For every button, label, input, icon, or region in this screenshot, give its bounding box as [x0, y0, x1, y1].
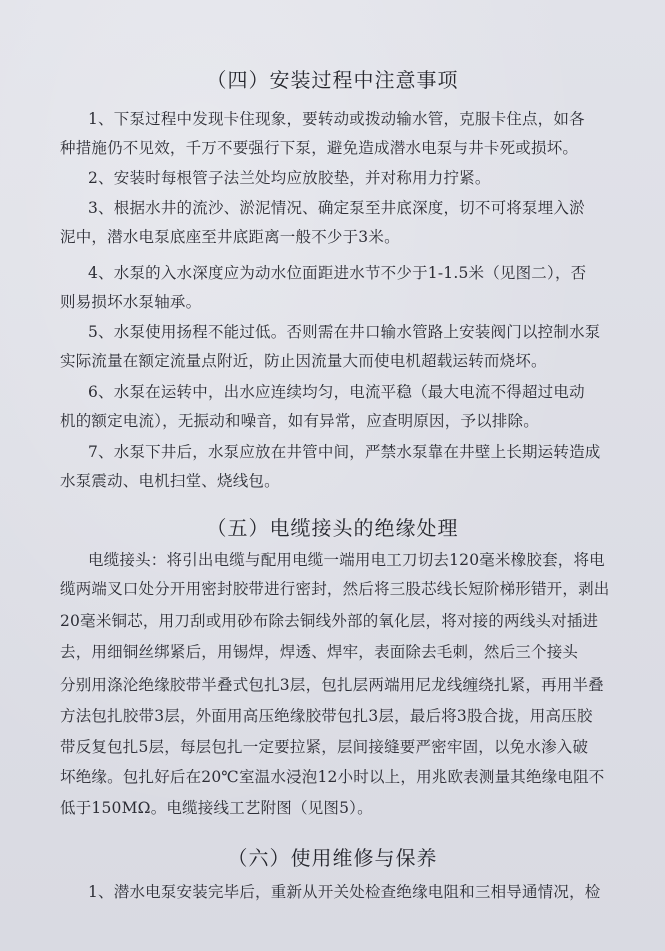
section-6-line: 1、潜水电泵安装完毕后，重新从开关处检查绝缘电阻和三相导通情况，检	[88, 883, 601, 901]
section-4-line: 4、水泵的入水深度应为动水位面距进水节不少于1-1.5米（见图二），否	[88, 264, 587, 282]
section-4-line: 种措施仍不见效，千万不要强行下泵，避免造成潜水电泵与井卡死或损坏。	[60, 139, 579, 157]
section-5-line: 带反复包扎5层，每层包扎一定要拉紧，层间接缝要严密牢固，以免水渗入破	[60, 738, 589, 756]
section-5-line: 低于150MΩ。电缆接线工艺附图（见图5）。	[60, 799, 373, 817]
section-5-title: （五）电缆接头的绝缘处理	[206, 516, 459, 540]
section-4-line: 机的额定电流），无振动和噪音，如有异常，应查明原因，予以排除。	[60, 412, 539, 430]
section-5-line: 电缆接头：将引出电缆与配用电缆一端用电工刀切去120毫米橡胶套，将电	[88, 551, 605, 569]
section-5-line: 20毫米铜芯，用刀刮或用砂布除去铜线外部的氧化层，将对接的两线头对插进	[60, 612, 599, 630]
section-4-line: 泥中，潜水电泵底座至井底距离一般不少于3米。	[60, 228, 400, 246]
section-4-line: 水泵震动、电机扫堂、烧线包。	[60, 472, 280, 490]
section-5-line: 分别用涤沦绝缘胶带半叠式包扎3层，包扎层两端用尼龙线缠绕扎紧，再用半叠	[60, 676, 604, 694]
section-6-title: （六）使用维修与保养	[227, 846, 438, 870]
section-5-line: 方法包扎胶带3层，外面用高压绝缘胶带包扎3层，最后将3股合拢，用高压胶	[60, 707, 593, 725]
section-4-line: 2、安装时每根管子法兰处均应放胶垫，并对称用力拧紧。	[88, 169, 491, 187]
section-4-line: 7、水泵下井后，水泵应放在井管中间，严禁水泵靠在井壁上长期运转造成	[88, 443, 601, 461]
section-4-title: （四）安装过程中注意事项	[206, 68, 459, 92]
section-5-line: 缆两端叉口处分开用密封胶带进行密封，然后将三股芯线长短阶梯形错开，剥出	[60, 580, 610, 598]
section-4-line: 5、水泵使用扬程不能过低。否则需在井口输水管路上安装阀门以控制水泵	[88, 323, 601, 341]
section-4-line: 6、水泵在运转中，出水应连续均匀，电流平稳（最大电流不得超过电动	[88, 383, 585, 401]
section-4-line: 3、根据水井的流沙、淤泥情况、确定泵至井底深度，切不可将泵埋入淤	[88, 199, 585, 217]
section-5-line: 去，用细铜丝绑紧后，用锡焊，焊透、焊牢，表面除去毛刺，然后三个接头	[60, 643, 579, 661]
section-5-line: 坏绝缘。包扎好后在20℃室温水浸泡12小时以上，用兆欧表测量其绝缘电阻不	[60, 768, 605, 786]
section-4-line: 1、下泵过程中发现卡住现象，要转动或拨动输水管，克服卡住点，如各	[88, 110, 585, 128]
section-4-line: 则易损坏水泵轴承。	[60, 293, 202, 311]
section-4-line: 实际流量在额定流量点附近，防止因流量大而使电机超载运转而烧坏。	[60, 352, 547, 370]
